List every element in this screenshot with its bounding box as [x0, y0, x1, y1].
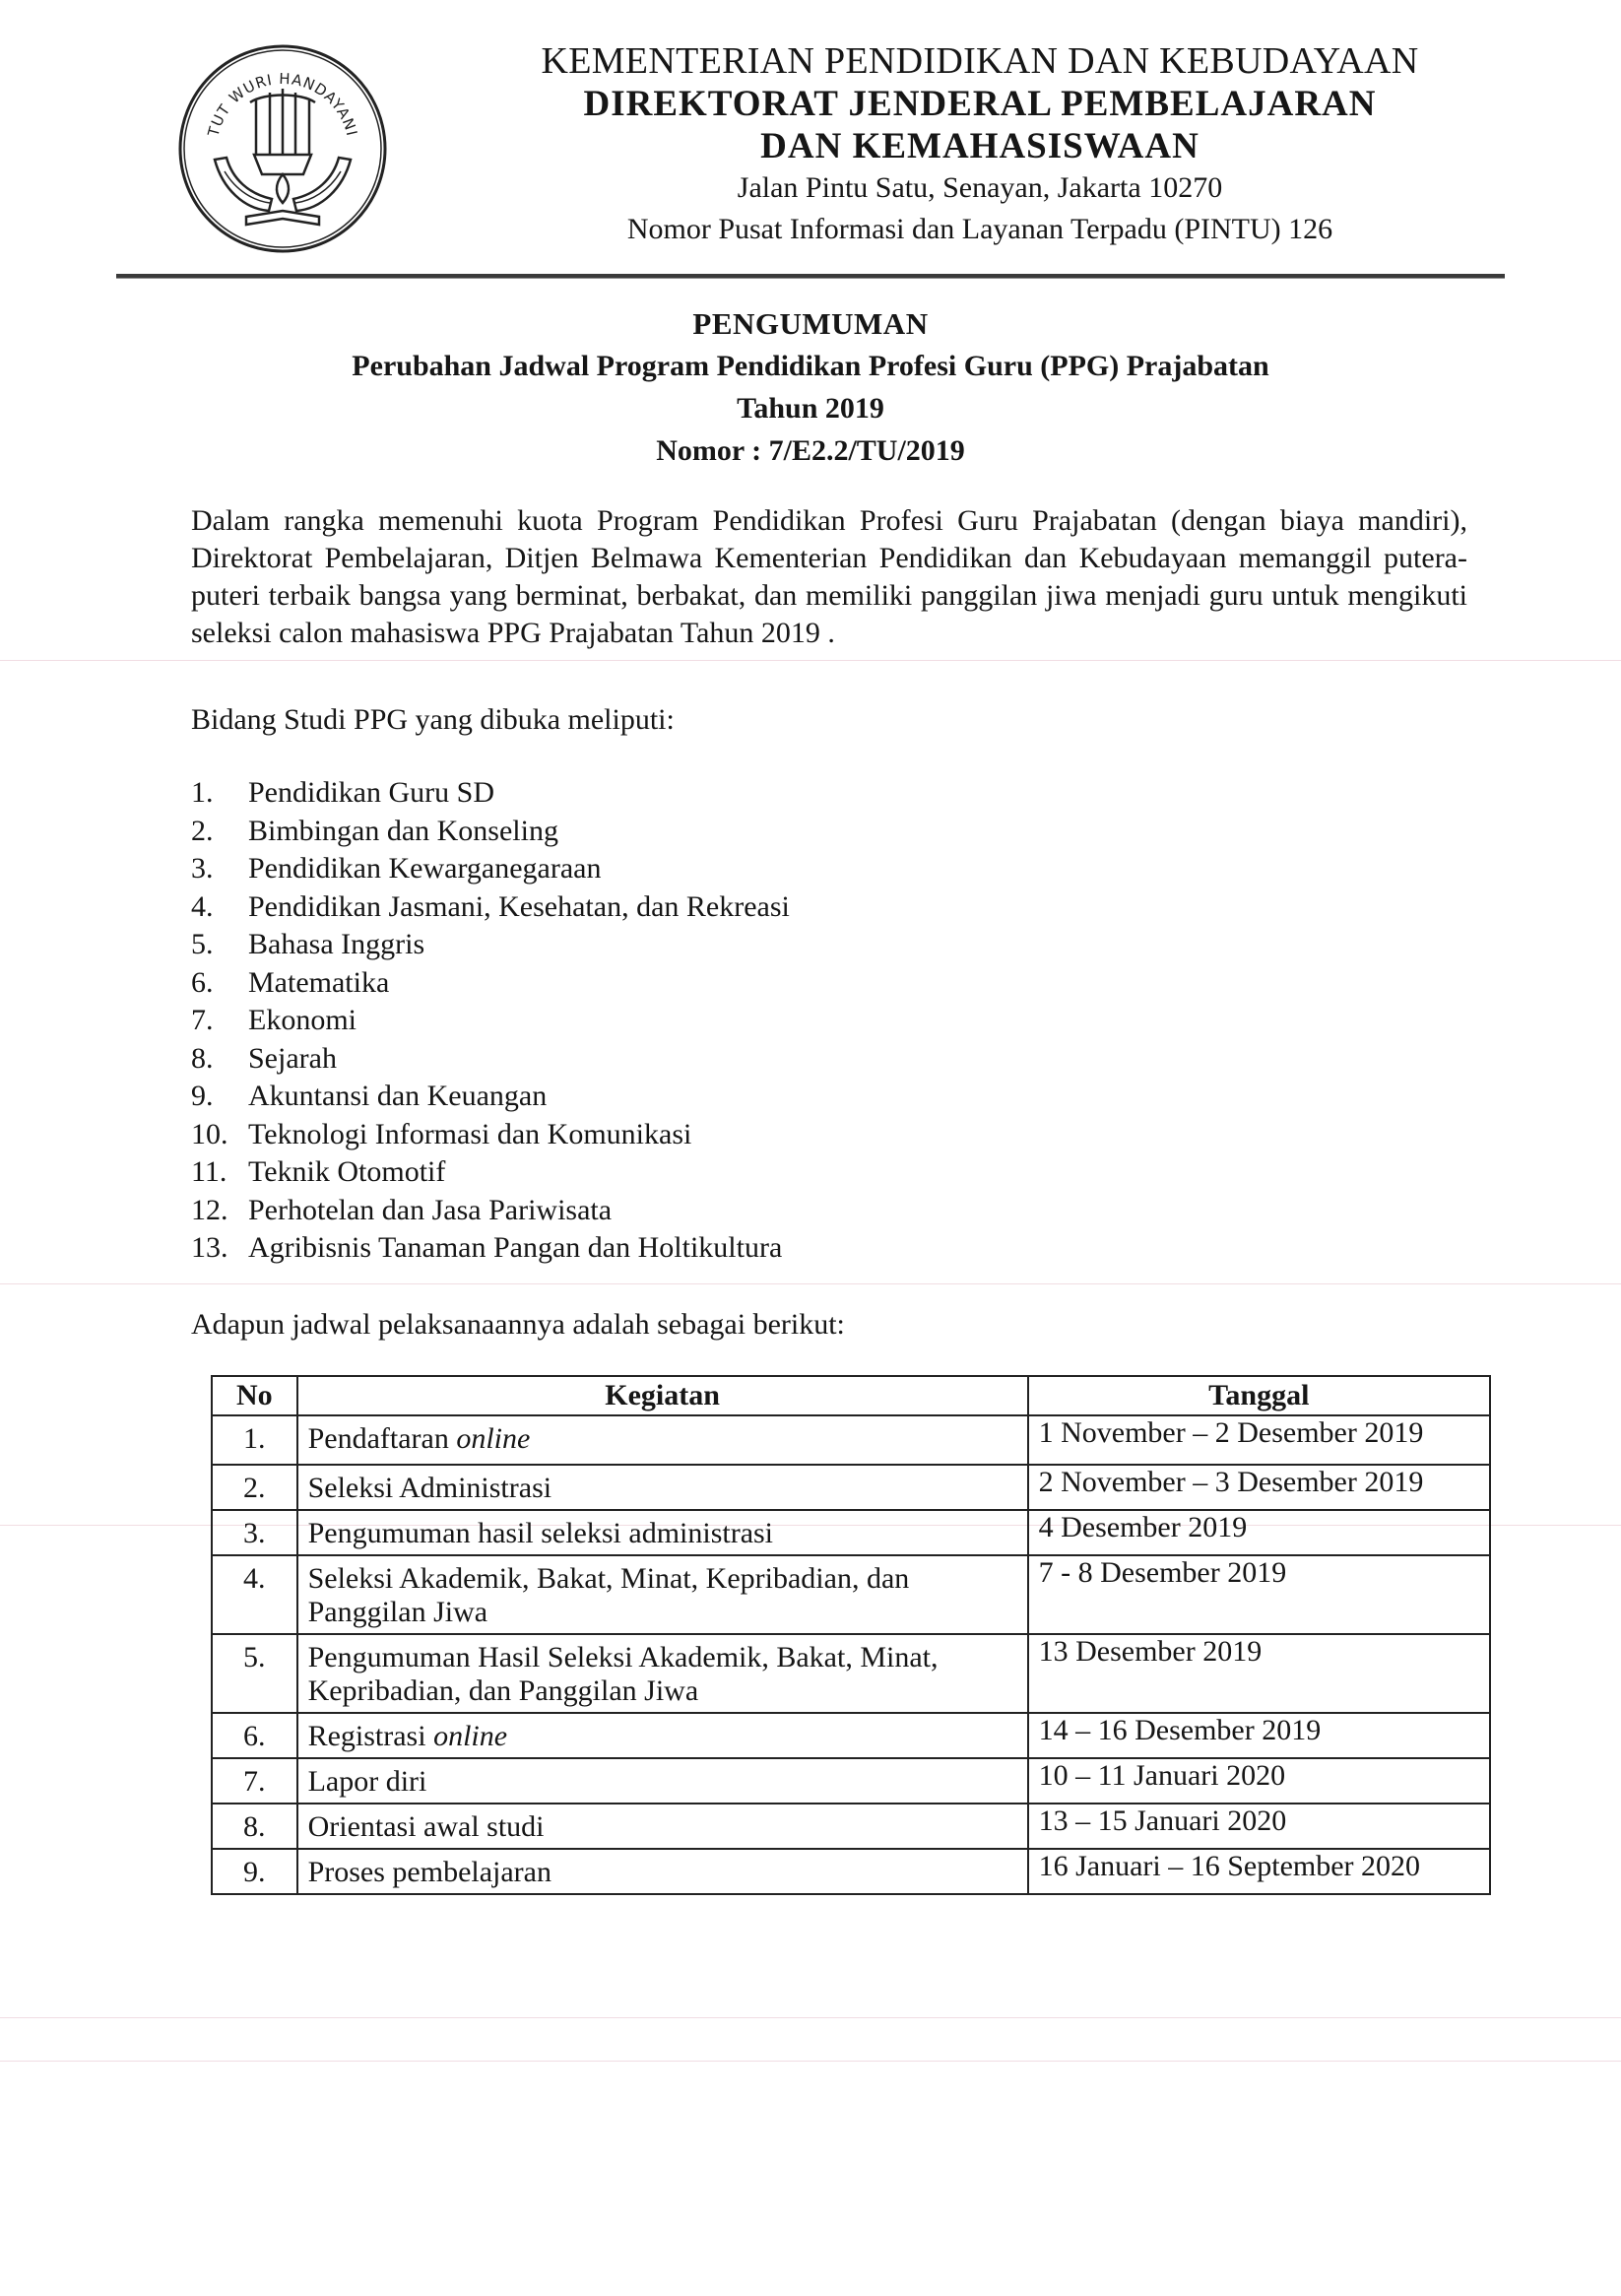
row-date: 7 - 8 Desember 2019: [1028, 1555, 1490, 1634]
paper-rule: [0, 1283, 1621, 1284]
row-date: 13 – 15 Januari 2020: [1028, 1804, 1490, 1849]
list-text: Perhotelan dan Jasa Pariwisata: [248, 1193, 613, 1226]
list-number: 6.: [191, 965, 214, 999]
address: Jalan Pintu Satu, Senayan, Jakarta 10270: [737, 171, 1223, 204]
list-number: 11.: [191, 1155, 227, 1188]
table-header-row: [212, 1376, 1490, 1415]
list-item: [191, 888, 1176, 927]
list-item: [191, 1192, 1176, 1230]
list-item: [191, 926, 1176, 964]
table-row: [212, 1758, 1490, 1804]
paper-rule: [0, 660, 1621, 661]
table-row: [212, 1510, 1490, 1555]
intro-paragraph: Dalam rangka memenuhi kuota Program Pendidikan Profesi Guru Prajabatan (dengan biaya mandiri), Direktorat Pembelajaran, Ditjen Belmawa Kementerian Pendidikan dan Kebudayaan memanggil putera-puteri terbaik bangsa yang berminat, berbakat, dan memiliki panggilan jiwa menjadi guru untuk mengikuti seleksi calon mahasiswa PPG Prajabatan Tahun 2019 .: [191, 504, 1467, 649]
row-activity: Pengumuman hasil seleksi administrasi: [297, 1510, 1028, 1555]
list-number: 5.: [191, 928, 214, 960]
title-number: Nomor : 7/E2.2/TU/2019: [656, 434, 965, 467]
list-number: 3.: [191, 852, 214, 885]
list-number: 8.: [191, 1041, 214, 1075]
header-no: No: [212, 1376, 297, 1415]
list-number: 1.: [191, 776, 214, 809]
row-activity-text: Pendaftaran: [307, 1422, 457, 1455]
paper-rule: [0, 2017, 1621, 2018]
row-activity: Orientasi awal studi: [297, 1804, 1028, 1849]
title-subject: Perubahan Jadwal Program Pendidikan Profesi Guru (PPG) Prajabatan: [352, 350, 1269, 382]
table-row: [212, 1713, 1490, 1758]
schedule-intro: Adapun jadwal pelaksanaannya adalah sebagai berikut:: [191, 1308, 845, 1341]
row-date: 1 November – 2 Desember 2019: [1028, 1415, 1490, 1465]
list-item: [191, 964, 1176, 1003]
row-activity: [297, 1713, 1028, 1758]
list-text: Ekonomi: [248, 1004, 357, 1036]
list-text: Matematika: [248, 965, 390, 999]
list-text: Teknologi Informasi dan Komunikasi: [248, 1117, 692, 1150]
row-no: 6.: [212, 1713, 297, 1758]
list-text: Agribisnis Tanaman Pangan dan Holtikultura: [248, 1231, 783, 1264]
directorate-name-line2: DAN KEMAHASISWAAN: [760, 126, 1200, 166]
row-activity: [297, 1415, 1028, 1465]
row-no: 7.: [212, 1758, 297, 1804]
row-activity: Seleksi Akademik, Bakat, Minat, Kepribadian, dan Panggilan Jiwa: [297, 1555, 1028, 1634]
list-number: 10.: [191, 1117, 228, 1150]
title-heading: PENGUMUMAN: [692, 306, 929, 341]
row-activity: Lapor diri: [297, 1758, 1028, 1804]
list-number: 13.: [191, 1231, 228, 1264]
paper-rule: [0, 2061, 1621, 2062]
list-item: [191, 1153, 1176, 1192]
list-text: Sejarah: [248, 1041, 337, 1075]
row-activity: Pengumuman Hasil Seleksi Akademik, Bakat, Minat, Kepribadian, dan Panggilan Jiwa: [297, 1634, 1028, 1713]
row-no: 2.: [212, 1465, 297, 1510]
list-text: Pendidikan Guru SD: [248, 776, 494, 809]
row-activity-emphasis: online: [456, 1422, 531, 1455]
row-no: 5.: [212, 1634, 297, 1713]
list-text: Bahasa Inggris: [248, 928, 425, 960]
row-date: 13 Desember 2019: [1028, 1634, 1490, 1713]
info-line: Nomor Pusat Informasi dan Layanan Terpadu (PINTU) 126: [626, 213, 1333, 245]
list-number: 7.: [191, 1004, 214, 1036]
list-item: [191, 850, 1176, 888]
letterhead: [394, 39, 1566, 250]
row-activity-emphasis: online: [433, 1720, 508, 1752]
list-item: [191, 774, 1176, 813]
study-fields-intro: Bidang Studi PPG yang dibuka meliputi:: [191, 703, 675, 736]
title-year: Tahun 2019: [737, 392, 884, 425]
header-date: Tanggal: [1028, 1376, 1490, 1415]
ministry-logo: [175, 41, 390, 256]
list-item: [191, 1002, 1176, 1040]
row-date: 4 Desember 2019: [1028, 1510, 1490, 1555]
list-text: Bimbingan dan Konseling: [248, 814, 558, 847]
list-item: [191, 1229, 1176, 1268]
row-activity: Proses pembelajaran: [297, 1849, 1028, 1894]
study-fields-list: [191, 774, 1176, 1268]
list-item: [191, 1116, 1176, 1154]
list-text: Akuntansi dan Keuangan: [248, 1080, 548, 1112]
list-item: [191, 1078, 1176, 1116]
row-date: 16 Januari – 16 September 2020: [1028, 1849, 1490, 1894]
list-item: [191, 1040, 1176, 1079]
list-number: 2.: [191, 814, 214, 847]
directorate-name-line1: DIREKTORAT JENDERAL PEMBELAJARAN: [583, 84, 1377, 124]
row-date: 2 November – 3 Desember 2019: [1028, 1465, 1490, 1510]
row-date: 14 – 16 Desember 2019: [1028, 1713, 1490, 1758]
list-text: Teknik Otomotif: [248, 1155, 446, 1188]
list-text: Pendidikan Jasmani, Kesehatan, dan Rekreasi: [248, 889, 790, 923]
row-no: 9.: [212, 1849, 297, 1894]
table-row: [212, 1415, 1490, 1465]
row-activity: Seleksi Administrasi: [297, 1465, 1028, 1510]
table-row: [212, 1849, 1490, 1894]
row-activity-text: Registrasi: [307, 1720, 434, 1752]
row-date: 10 – 11 Januari 2020: [1028, 1758, 1490, 1804]
row-no: 4.: [212, 1555, 297, 1634]
table-row: [212, 1634, 1490, 1713]
table-row: [212, 1555, 1490, 1634]
list-number: 9.: [191, 1080, 214, 1112]
ministry-name: KEMENTERIAN PENDIDIKAN DAN KEBUDAYAAN: [541, 40, 1419, 82]
row-no: 3.: [212, 1510, 297, 1555]
list-item: [191, 813, 1176, 851]
table-row: [212, 1804, 1490, 1849]
list-number: 12.: [191, 1193, 228, 1226]
list-number: 4.: [191, 889, 214, 923]
row-no: 1.: [212, 1415, 297, 1465]
header-activity: Kegiatan: [297, 1376, 1028, 1415]
table-row: [212, 1465, 1490, 1510]
logo-motto: TUT WURI HANDAYANI: [204, 69, 361, 139]
list-text: Pendidikan Kewarganegaraan: [248, 852, 602, 885]
schedule-table: [211, 1375, 1491, 1895]
letterhead-divider: [116, 274, 1505, 279]
announcement-title: [0, 302, 1621, 472]
row-no: 8.: [212, 1804, 297, 1849]
